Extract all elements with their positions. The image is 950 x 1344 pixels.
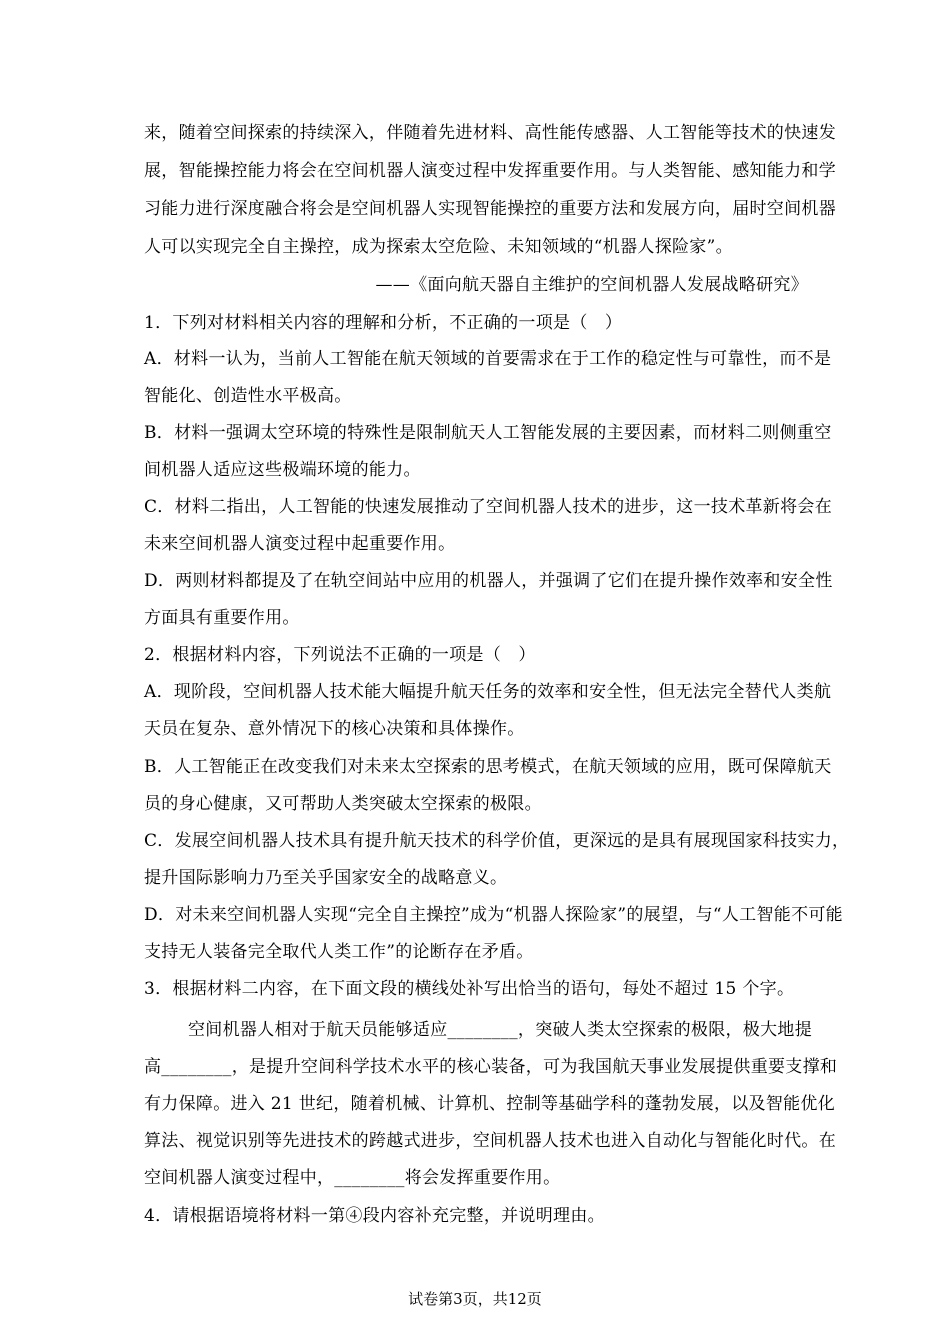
q1-option-b: B．材料一强调太空环境的特殊性是限制航天人工智能发展的主要因素，而材料二则侧重空 <box>144 423 832 443</box>
question-1-stem: 1．下列对材料相关内容的理解和分析，不正确的一项是（ ） <box>144 313 623 333</box>
q1-option-a: 智能化、创造性水平极高。 <box>144 386 352 406</box>
q2-option-d: 支持无人装备完全取代人类工作”的论断存在矛盾。 <box>144 942 534 962</box>
q1-option-c: 未来空间机器人演变过程中起重要作用。 <box>144 534 456 554</box>
q1-option-a: A．材料一认为，当前人工智能在航天领域的首要需求在于工作的稳定性与可靠性，而不是 <box>144 349 832 369</box>
passage-line: 人可以实现完全自主操控，成为探索太空危险、未知领域的“机器人探险家”。 <box>144 237 733 257</box>
q2-option-a: 天员在复杂、意外情况下的核心决策和具体操作。 <box>144 719 525 739</box>
passage-line: 展，智能操控能力将会在空间机器人演变过程中发挥重要作用。与人类智能、感知能力和学 <box>144 161 836 181</box>
question-2-stem: 2．根据材料内容，下列说法不正确的一项是（ ） <box>144 645 536 665</box>
q2-option-c: 提升国际影响力乃至关乎国家安全的战略意义。 <box>144 868 508 888</box>
q3-paragraph-line: 空间机器人演变过程中，________将会发挥重要作用。 <box>144 1168 561 1188</box>
q1-option-d: D．两则材料都提及了在轨空间站中应用的机器人，并强调了它们在提升操作效率和安全性 <box>144 571 833 591</box>
question-3-stem: 3．根据材料二内容，在下面文段的横线处补写出恰当的语句，每处不超过 15 个字。 <box>144 979 795 999</box>
q3-paragraph-line: 有力保障。进入 21 世纪，随着机械、计算机、控制等基础学科的蓬勃发展，以及智能优化 <box>144 1094 836 1114</box>
q2-option-b: B．人工智能正在改变我们对未来太空探索的思考模式，在航天领域的应用，既可保障航天 <box>144 757 832 777</box>
page-footer: 试卷第3页，共12页 <box>408 1290 542 1308</box>
question-4-stem: 4．请根据语境将材料一第④段内容补充完整，并说明理由。 <box>144 1206 605 1226</box>
passage-line: 来，随着空间探索的持续深入，伴随着先进材料、高性能传感器、人工智能等技术的快速发 <box>144 123 836 143</box>
q2-option-c: C．发展空间机器人技术具有提升航天技术的科学价值，更深远的是具有展现国家科技实力， <box>144 831 850 851</box>
passage-line: 习能力进行深度融合将会是空间机器人实现智能操控的重要方法和发展方向，届时空间机器 <box>144 199 836 219</box>
q2-option-b: 员的身心健康，又可帮助人类突破太空探索的极限。 <box>144 794 542 814</box>
q1-option-d: 方面具有重要作用。 <box>144 608 300 628</box>
q2-option-a: A．现阶段，空间机器人技术能大幅提升航天任务的效率和安全性，但无法完全替代人类航 <box>144 682 832 702</box>
q3-paragraph-line: 算法、视觉识别等先进技术的跨越式进步，空间机器人技术也进入自动化与智能化时代。在 <box>144 1131 836 1151</box>
source-citation: ——《面向航天器自主维护的空间机器人发展战略研究》 <box>375 275 808 295</box>
q1-option-b: 间机器人适应这些极端环境的能力。 <box>144 460 421 480</box>
q1-option-c: C．材料二指出，人工智能的快速发展推动了空间机器人技术的进步，这一技术革新将会在 <box>144 497 833 517</box>
q2-option-d: D．对未来空间机器人实现“完全自主操控”成为“机器人探险家”的展望，与“人工智能不可能 <box>144 905 843 925</box>
q3-paragraph-line: 高________，是提升空间科学技术水平的核心装备，可为我国航天事业发展提供重要支撑和 <box>144 1057 838 1077</box>
q3-paragraph-line: 空间机器人相对于航天员能够适应________，突破人类太空探索的极限，极大地提 <box>188 1020 812 1040</box>
